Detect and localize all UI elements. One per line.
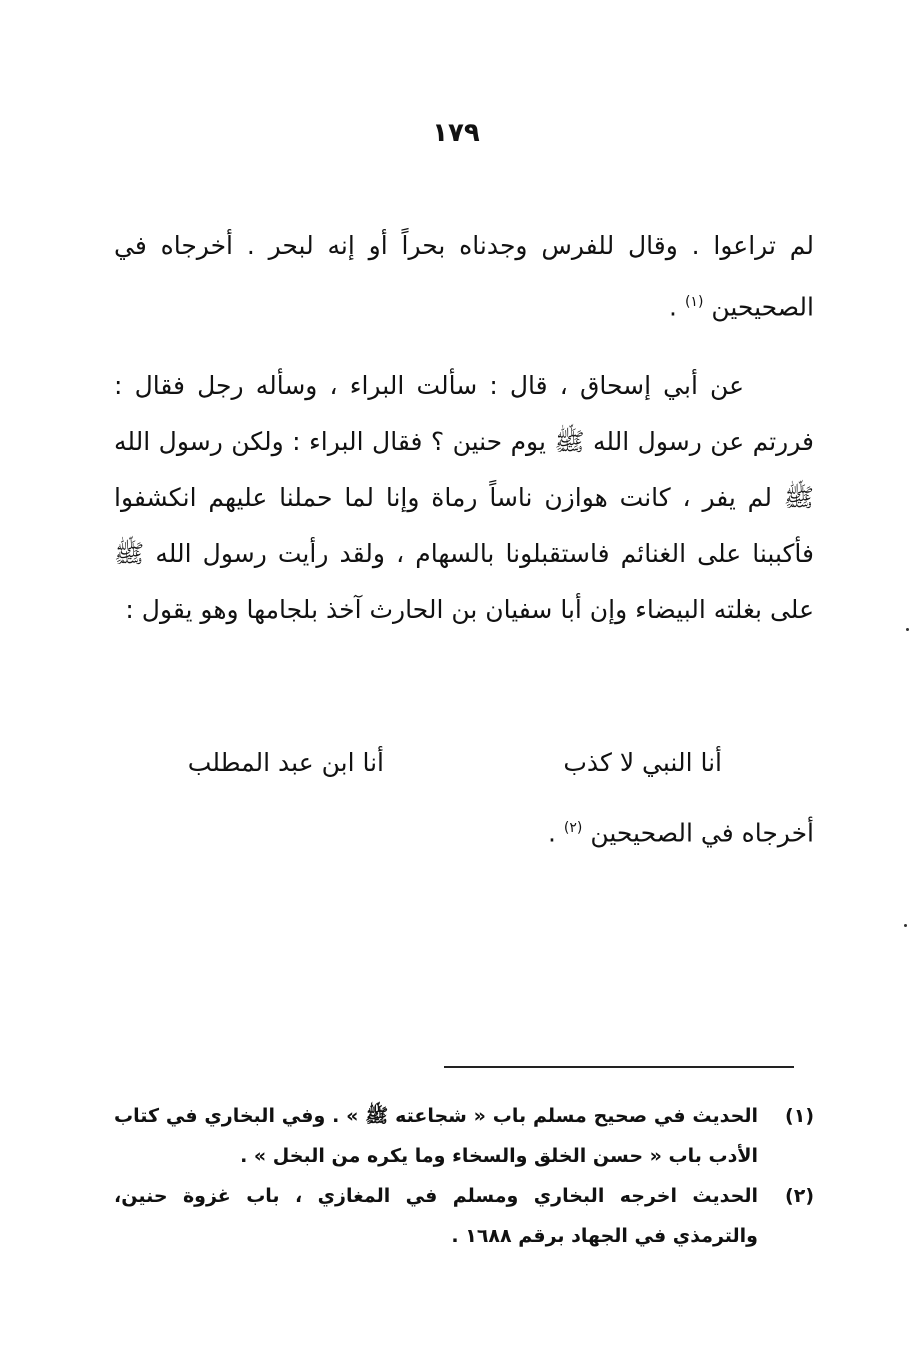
paragraph-1 — [114, 218, 814, 335]
page-number: ١٧٩ — [432, 118, 480, 148]
paragraph-1-text: لم تراعوا . وقال للفرس وجدناه بحراً أو إنه لبحر . أخرجاه في الصحيحين — [114, 231, 814, 322]
footnote-2-number: (٢) — [785, 1185, 814, 1207]
scan-speck — [906, 628, 909, 631]
source-line-text: أخرجاه في الصحيحين — [590, 818, 814, 848]
source-line-end: . — [547, 818, 556, 848]
footnote-divider — [444, 1066, 794, 1068]
paragraph-2-text: عن أبي إسحاق ، قال : سألت البراء ، وسأله رجل فقال : فررتم عن رسول الله ﷺ يوم حنين ؟ فقال البراء : ولكن رسول الله ﷺ لم يفر ، كانت هوازن ناساً رماة وإنا لما حملنا عليهم انكشفوا فأكببنا على الغنائم فاستقبلونا بالسهام ، ولقد رأيت رسول الله ﷺ على بغلته البيضاء وإن أبا سفيان بن الحارث آخذ بلجامها وهو يقول : — [114, 371, 814, 624]
paragraph-1-end: . — [669, 292, 677, 322]
footnote-2 — [114, 1176, 814, 1256]
footnote-ref-2: (٢) — [563, 820, 583, 836]
footnote-2-text: الحديث اخرجه البخاري ومسلم في المغازي ، باب غزوة حنين، والترمذي في الجهاد برقم ١٦٨٨ . — [114, 1185, 758, 1247]
paragraph-2 — [114, 358, 814, 638]
scan-speck — [904, 924, 907, 927]
source-line — [114, 800, 814, 861]
footnote-1-number: (١) — [785, 1105, 814, 1127]
footnote-1 — [114, 1096, 814, 1176]
footnote-ref-1: (١) — [684, 294, 704, 310]
footnote-1-text: الحديث في صحيح مسلم باب « شجاعته ﷺ » . وفي البخاري في كتاب الأدب باب « حسن الخلق والسخاء وما يكره من البخل » . — [114, 1105, 758, 1167]
footnotes — [114, 1096, 814, 1256]
verse-second-hemistich: أنا ابن عبد المطلب — [187, 748, 384, 777]
poetry-verse — [114, 735, 814, 791]
verse-first-hemistich: أنا النبي لا كذب — [563, 748, 722, 777]
